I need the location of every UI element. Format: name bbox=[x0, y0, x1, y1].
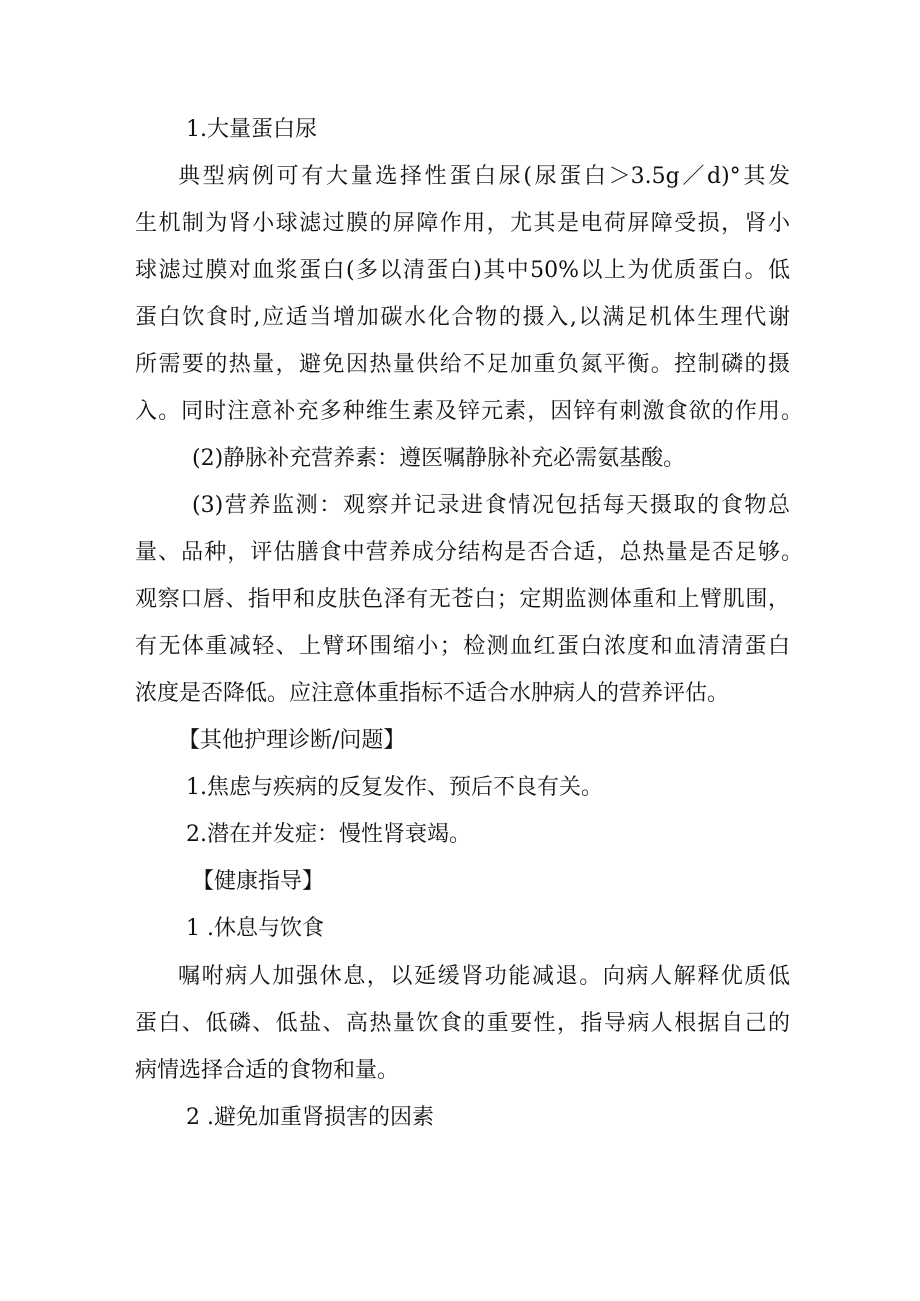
paragraph-line: 观察口唇、指甲和皮肤色泽有无苍白；定期监测体重和上臂肌围， bbox=[135, 587, 790, 612]
paragraph-line: 典型病例可有大量选择性蛋白尿(尿蛋白＞3.5g／d)°其发 bbox=[178, 164, 790, 189]
paragraph-line: 有无体重减轻、上臂环围缩小；检测血红蛋白浓度和血清清蛋白 bbox=[135, 634, 790, 659]
subheading-avoid-kidney-damage: 2 .避免加重肾损害的因素 bbox=[186, 1105, 434, 1130]
subheading-rest-diet: 1 .休息与饮食 bbox=[186, 916, 324, 941]
paragraph-line: 浓度是否降低。应注意体重指标不适合水肿病人的营养评估。 bbox=[135, 681, 730, 706]
list-item-anxiety: 1.焦虑与疾病的反复发作、预后不良有关。 bbox=[186, 775, 603, 800]
paragraph-line: 球滤过膜对血浆蛋白(多以清蛋白)其中50%以上为优质蛋白。低 bbox=[135, 258, 790, 283]
paragraph-line: 病情选择合适的食物和量。 bbox=[135, 1058, 400, 1083]
section-heading-proteinuria: 1.大量蛋白尿 bbox=[186, 117, 317, 142]
paragraph-line: 蛋白、低磷、低盐、高热量饮食的重要性，指导病人根据自己的 bbox=[135, 1011, 790, 1036]
section-heading-other-diagnosis: 【其他护理诊断/问题】 bbox=[178, 728, 406, 753]
paragraph-line: 所需要的热量，避免因热量供给不足加重负氮平衡。控制磷的摄 bbox=[135, 352, 790, 377]
section-heading-health-guidance: 【健康指导】 bbox=[192, 869, 325, 894]
list-item-iv-nutrition: (2)静脉补充营养素：遵医嘱静脉补充必需氨基酸。 bbox=[192, 446, 686, 471]
paragraph-line: 蛋白饮食时,应适当增加碳水化合物的摄入,以满足机体生理代谢 bbox=[135, 305, 790, 330]
paragraph-line: 量、品种，评估膳食中营养成分结构是否合适，总热量是否足够。 bbox=[135, 540, 803, 565]
paragraph-line: 入。同时注意补充多种维生素及锌元素，因锌有刺激食欲的作用。 bbox=[135, 399, 803, 424]
paragraph-line: 生机制为肾小球滤过膜的屏障作用，尤其是电荷屏障受损，肾小 bbox=[135, 211, 790, 236]
paragraph-line: 嘱咐病人加强休息，以延缓肾功能减退。向病人解释优质低 bbox=[178, 964, 790, 989]
paragraph-line: (3)营养监测：观察并记录进食情况包括每天摄取的食物总 bbox=[192, 493, 790, 518]
list-item-complication: 2.潜在并发症：慢性肾衰竭。 bbox=[186, 822, 471, 847]
